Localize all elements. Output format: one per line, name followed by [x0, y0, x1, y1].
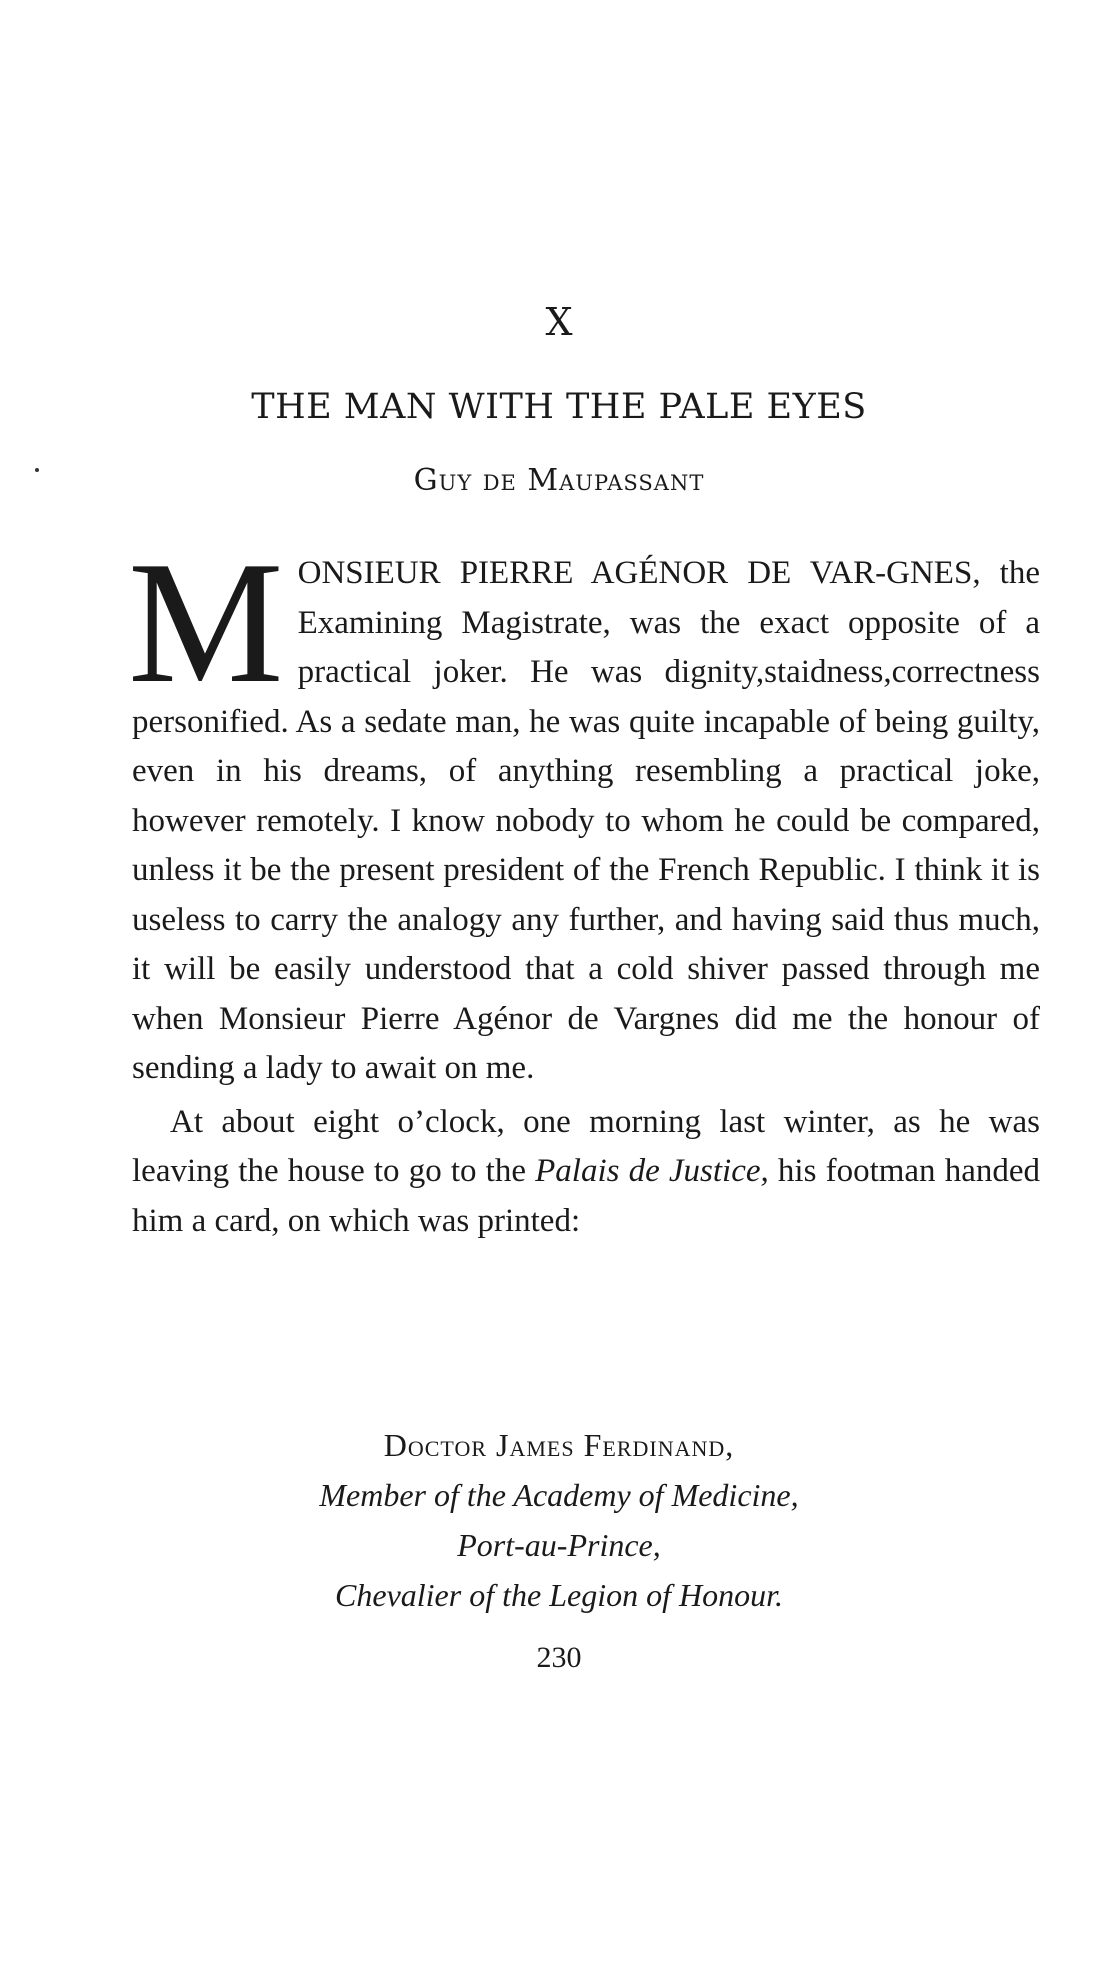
chapter-number: X — [545, 300, 573, 344]
card-line-3: Chevalier of the Legion of Honour. — [335, 1577, 783, 1613]
paragraph-2-text-a: At about eight o’clock, one morning last winter, as he was leaving the house to go to the — [132, 1103, 1040, 1189]
body-text — [128, 525, 1041, 1246]
paragraph-1-text: the Examining Magistrate, was the exact opposite of a practical joker. He was dignity,staidness,correctness personified. As a sedate man, he was quite incapable of being guilty, even in his dreams, of anything resembling a practical joke, however remotely. I know nobody to whom he could be compared, unless it be the present president of the French Republic. I think it is useless to carry the analogy any further, and having said thus much, it will be easily understood that a cold shiver passed through me when Monsieur Pierre Agénor de Vargnes did me the honour of sending a lady to await on me. — [132, 555, 1040, 1086]
paragraph-1 — [128, 525, 1040, 1094]
paragraph-1-lead-caps: ONSIEUR PIERRE AGÉNOR DE VAR-GNES, — [297, 555, 981, 591]
paragraph-2-italic: Palais de Justice, — [535, 1153, 769, 1189]
card-name: Doctor James Ferdinand, — [383, 1427, 735, 1463]
card-line-1: Member of the Academy of Medicine, — [319, 1477, 799, 1513]
chapter-title: THE MAN WITH THE PALE EYES — [251, 387, 867, 427]
paragraph-2 — [132, 1098, 1040, 1247]
card-line-2: Port-au-Prince, — [457, 1527, 661, 1563]
chapter-author: Guy de Maupassant — [413, 463, 705, 498]
paragraph-2-text-b: his footman handed him a card, on which was printed: — [132, 1153, 1041, 1239]
visiting-card — [0, 1420, 1118, 1620]
drop-cap: M — [128, 525, 284, 719]
page-number: 230 — [536, 1641, 582, 1674]
